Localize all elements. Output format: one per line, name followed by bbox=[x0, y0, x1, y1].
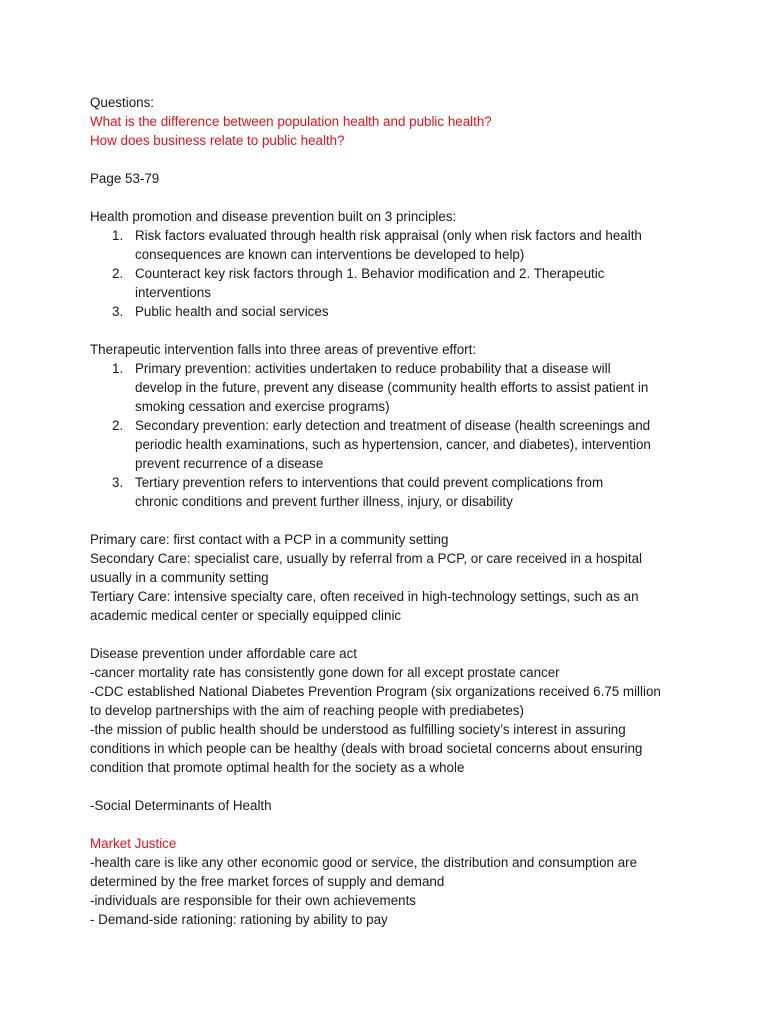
care-level-text: academic medical center or specially equipped clinic bbox=[90, 608, 402, 623]
principles-list bbox=[90, 226, 690, 321]
list-item bbox=[90, 473, 690, 511]
social-determinants: -Social Determinants of Health bbox=[90, 798, 272, 813]
care-level-text: Primary care: first contact with a PCP in a community setting bbox=[90, 532, 449, 547]
market-justice-text: -health care is like any other economic good or service, the distribution and consumption are bbox=[90, 855, 638, 870]
therapeutic-list bbox=[90, 359, 690, 511]
aca-text: -the mission of public health should be understood as fulfilling society’s interest in assuring bbox=[90, 722, 626, 737]
principles-intro: Health promotion and disease prevention built on 3 principles: bbox=[90, 209, 457, 224]
care-level-text: Tertiary Care: intensive specialty care, often received in high-technology settings, such as an bbox=[90, 589, 639, 604]
list-number: 3. bbox=[112, 304, 124, 319]
list-item-text: interventions bbox=[135, 285, 211, 300]
market-justice-text: -individuals are responsible for their own achievements bbox=[90, 893, 417, 908]
list-item bbox=[90, 226, 690, 264]
list-number: 1. bbox=[112, 228, 124, 243]
list-item-text: Counteract key risk factors through 1. Behavior modification and 2. Therapeutic bbox=[135, 266, 605, 281]
question-1: What is the difference between population health and public health? bbox=[90, 114, 492, 129]
list-item bbox=[90, 359, 690, 416]
list-item bbox=[90, 416, 690, 473]
market-justice-heading: Market Justice bbox=[90, 836, 177, 851]
list-item-text: consequences are known can interventions be developed to help) bbox=[135, 247, 525, 262]
market-justice-text: determined by the free market forces of supply and demand bbox=[90, 874, 445, 889]
list-item-text: Risk factors evaluated through health risk appraisal (only when risk factors and health bbox=[135, 228, 642, 243]
list-number: 2. bbox=[112, 266, 124, 281]
question-2: How does business relate to public health? bbox=[90, 133, 345, 148]
market-justice-text: - Demand-side rationing: rationing by ability to pay bbox=[90, 912, 388, 927]
list-item-text: Public health and social services bbox=[135, 304, 329, 319]
list-number: 2. bbox=[112, 418, 124, 433]
list-item bbox=[90, 302, 690, 321]
document-body bbox=[90, 93, 690, 929]
list-item-text: Tertiary prevention refers to interventions that could prevent complications from bbox=[135, 475, 604, 490]
list-number: 3. bbox=[112, 475, 124, 490]
list-item-text: smoking cessation and exercise programs) bbox=[135, 399, 390, 414]
list-number: 1. bbox=[112, 361, 124, 376]
therapeutic-intro: Therapeutic intervention falls into three areas of preventive effort: bbox=[90, 342, 477, 357]
list-item-text: prevent recurrence of a disease bbox=[135, 456, 324, 471]
questions-heading: Questions: bbox=[90, 95, 155, 110]
list-item bbox=[90, 264, 690, 302]
care-level-text: Secondary Care: specialist care, usually by referral from a PCP, or care received in a hospital bbox=[90, 551, 642, 566]
aca-text: condition that promote optimal health for the society as a whole bbox=[90, 760, 465, 775]
list-item-text: Secondary prevention: early detection and treatment of disease (health screenings and bbox=[135, 418, 651, 433]
list-item-text: periodic health examinations, such as hypertension, cancer, and diabetes), intervention bbox=[135, 437, 651, 452]
aca-text: -cancer mortality rate has consistently gone down for all except prostate cancer bbox=[90, 665, 560, 680]
list-item-text: chronic conditions and prevent further illness, injury, or disability bbox=[135, 494, 513, 509]
list-item-text: Primary prevention: activities undertaken to reduce probability that a disease will bbox=[135, 361, 611, 376]
aca-text: conditions in which people can be healthy (deals with broad societal concerns about ensuring bbox=[90, 741, 643, 756]
page-range: Page 53-79 bbox=[90, 171, 160, 186]
aca-heading: Disease prevention under affordable care act bbox=[90, 646, 357, 661]
aca-text: to develop partnerships with the aim of reaching people with prediabetes) bbox=[90, 703, 524, 718]
list-item-text: develop in the future, prevent any disease (community health efforts to assist patient in bbox=[135, 380, 649, 395]
aca-text: -CDC established National Diabetes Prevention Program (six organizations received 6.75 million bbox=[90, 684, 661, 699]
care-level-text: usually in a community setting bbox=[90, 570, 269, 585]
